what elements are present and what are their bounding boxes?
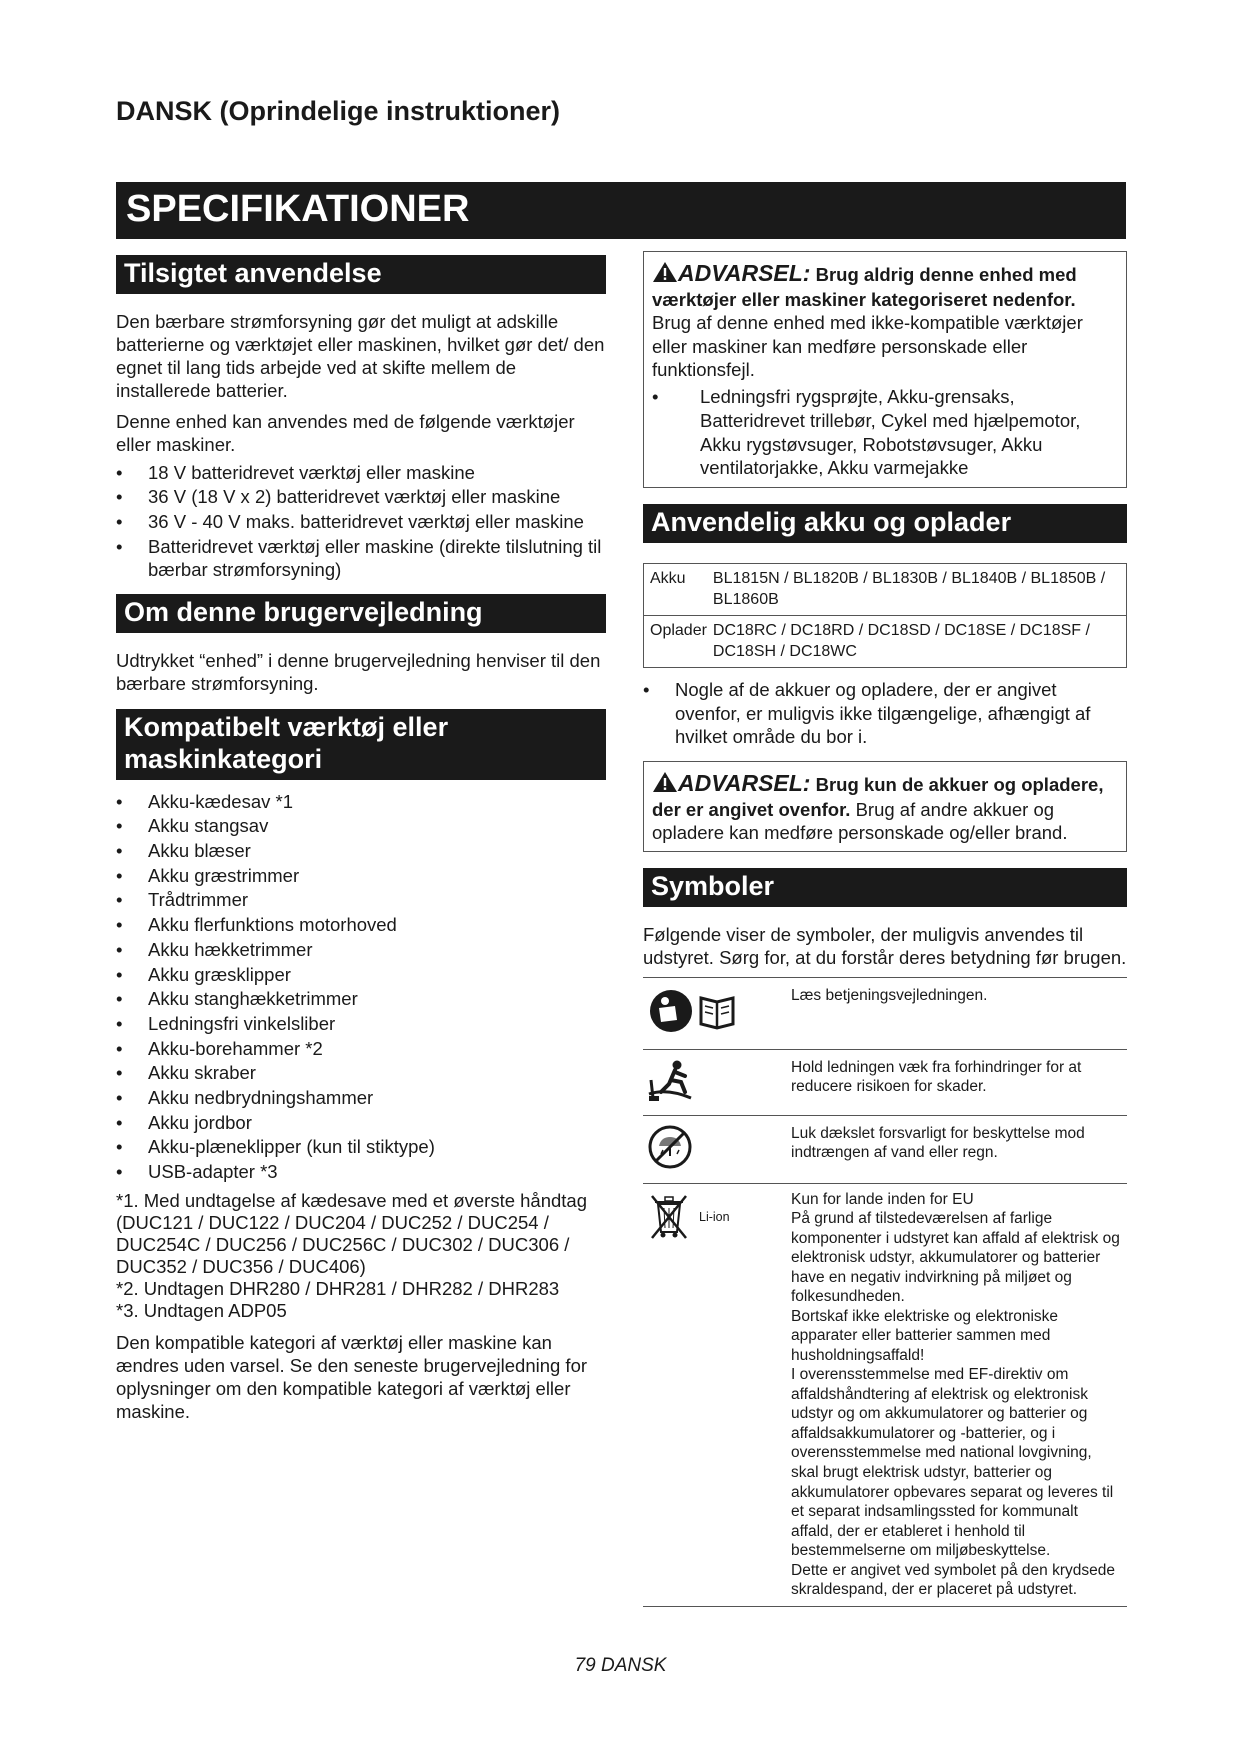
list-item: • Nogle af de akkuer og opladere, der er angivet ovenfor, er muligvis ikke tilgængelige, afhængigt af hvilket område du bor i. — [643, 678, 1127, 749]
list-item: • Akku blæser — [116, 839, 606, 863]
list-item: • Akku græsklipper — [116, 963, 606, 987]
symbol-description: Læs betjeningsvejledningen. — [791, 977, 1127, 1049]
symbol-description: Luk dækslet forsvarligt for beskyttelse mod indtrængen af vand eller regn. — [791, 1115, 1127, 1183]
akku-value: BL1815N / BL1820B / BL1830B / BL1840B / BL1850B / BL1860B — [713, 563, 1127, 615]
charger-value: DC18RC / DC18RD / DC18SD / DC18SE / DC18SF / DC18SH / DC18WC — [713, 615, 1127, 667]
list-item: • Akku-kædesav *1 — [116, 790, 606, 814]
specifications-banner: SPECIFIKATIONER — [116, 182, 1126, 239]
compatible-heading: Kompatibelt værktøj eller maskinkategori — [116, 709, 606, 780]
akku-label: Akku — [644, 563, 713, 615]
list-item: • Akku-plæneklipper (kun til stiktype) — [116, 1135, 606, 1159]
warning-triangle-icon — [652, 771, 678, 793]
list-item: • Akku skraber — [116, 1061, 606, 1085]
table-row — [643, 1049, 1127, 1115]
list-item: • Ledningsfri vinkelsliber — [116, 1012, 606, 1036]
list-item: • Akku flerfunktions motorhoved — [116, 913, 606, 937]
list-item: • Akku-borehammer *2 — [116, 1037, 606, 1061]
warning-title: ADVARSEL: — [678, 260, 811, 286]
warning-triangle-icon — [652, 261, 678, 283]
list-item: • Akku hækketrimmer — [116, 938, 606, 962]
footnote-3: *3. Undtagen ADP05 — [116, 1300, 287, 1322]
left-column — [116, 255, 606, 1423]
warning-bold-text: Brug kun de akkuer og opladere, der er angivet ovenfor. — [652, 774, 1104, 821]
intended-use-para1: Den bærbare strømforsyning gør det muligt at adskille batterierne og værktøjet eller maskinen, hvilket gør det/ den egnet til lang tids arbejde ved at skifte mellem de installerede batterier. — [116, 310, 605, 402]
about-manual-heading: Om denne brugervejledning — [116, 594, 606, 633]
list-item: • USB-adapter *3 — [116, 1160, 606, 1184]
right-column — [643, 251, 1127, 1607]
list-item: • 36 V (18 V x 2) batteridrevet værktøj eller maskine — [116, 485, 606, 509]
cord-hazard-icon — [647, 1058, 697, 1102]
battery-table — [643, 563, 1127, 668]
charger-label: Oplader — [644, 615, 713, 667]
intended-use-para2: Denne enhed kan anvendes med de følgende værktøjer eller maskiner. — [116, 411, 575, 456]
battery-note-list — [643, 678, 1127, 749]
warning-list — [652, 385, 1118, 480]
intended-use-list — [116, 461, 606, 582]
warning-bold-text: Brug aldrig denne enhed med værktøjer eller maskiner kategoriseret nedenfor. — [652, 264, 1077, 310]
no-rain-icon — [647, 1124, 693, 1170]
about-manual-para: Udtrykket “enhed” i denne brugervejledning henviser til den bærbare strømforsyning. — [116, 649, 601, 694]
list-item: • Akku stanghækketrimmer — [116, 987, 606, 1011]
list-item: • Ledningsfri rygsprøjte, Akku-grensaks, Batteridrevet trillebør, Cykel med hjælpemotor, Akku rygstøvsuger, Robotstøvsuger, Akku ventilatorjakke, Akku varmejakke — [652, 385, 1118, 480]
symbols-heading: Symboler — [643, 868, 1127, 907]
weee-bin-icon — [647, 1192, 691, 1240]
warning-text: Brug af andre akkuer og opladere kan medføre personskade og/eller brand. — [652, 799, 1068, 844]
list-item: • Akku jordbor — [116, 1111, 606, 1135]
battery-heading: Anvendelig akku og oplader — [643, 504, 1127, 543]
footnote-2: *2. Undtagen DHR280 / DHR281 / DHR282 / DHR283 — [116, 1278, 560, 1300]
symbol-description: Kun for lande inden for EU På grund af tilstedeværelsen af farlige komponenter i udstyret kan affald af elektrisk og elektronisk udstyr, akkumulatorer og batterier have en negativ indvirkning på miljøet og folkesundheden. Bortskaf ikke elektriske og elektroniske apparater eller batterier sammen med husholdningsaffald! I overensstemmelse med EF-direktiv om affaldshåndtering af elektrisk og elektronisk udstyr og om akkumulatorer og batterier og affaldsakkumulatorer og -batterier, og i overensstemmelse med national lovgivning, skal brugt elektrisk udstyr, batterier og akkumulatorer opbevares separat og leveres til et separat indsamlingssted for kommunalt affald, der er etableret i henhold til bestemmelserne om miljøbeskyttelse. Dette er angivet ved symbolet på den krydsede skraldespand, der er placeret på udstyret. — [791, 1183, 1127, 1606]
list-item: • Akku stangsav — [116, 814, 606, 838]
symbol-description: Hold ledningen væk fra forhindringer for at reducere risikoen for skader. — [791, 1049, 1127, 1115]
table-row — [643, 1115, 1127, 1183]
list-item: • Trådtrimmer — [116, 888, 606, 912]
intended-use-heading: Tilsigtet anvendelse — [116, 255, 606, 294]
table-row — [643, 977, 1127, 1049]
liion-label: Li-ion — [699, 1209, 730, 1224]
table-row — [644, 615, 1127, 667]
footnote-1: *1. Med undtagelse af kædesave med et øverste håndtag (DUC121 / DUC122 / DUC204 / DUC252 / DUC254 / DUC254C / DUC256 / DUC256C / DUC302 / DUC306 / DUC352 / DUC356 / DUC406) — [116, 1189, 588, 1278]
list-item: • Akku græstrimmer — [116, 864, 606, 888]
warning-box-1 — [643, 251, 1127, 488]
warning-title: ADVARSEL: — [678, 770, 811, 797]
warning-text: Brug af denne enhed med ikke-kompatible værktøjer eller maskiner kan medføre personskade eller funktionsfejl. — [652, 312, 1083, 380]
list-item: • 36 V - 40 V maks. batteridrevet værktøj eller maskine — [116, 510, 606, 534]
list-item: • Akku nedbrydningshammer — [116, 1086, 606, 1110]
read-manual-icon — [647, 986, 747, 1036]
compatible-list — [116, 790, 606, 1184]
compatible-closing: Den kompatible kategori af værktøj eller maskine kan ændres uden varsel. Se den seneste brugervejledning for oplysninger om den kompatible kategori af værktøj eller maskine. — [116, 1331, 588, 1423]
symbols-table — [643, 977, 1127, 1607]
table-row — [644, 563, 1127, 615]
symbols-intro: Følgende viser de symboler, der muligvis anvendes til udstyret. Sørg for, at du forstår deres betydning før brugen. — [643, 923, 1127, 968]
list-item: • Batteridrevet værktøj eller maskine (direkte tilslutning til bærbar strømforsyning) — [116, 535, 606, 582]
page-footer: 79 DANSK — [574, 1655, 667, 1676]
list-item: • 18 V batteridrevet værktøj eller maskine — [116, 461, 606, 485]
warning-box-2 — [643, 761, 1127, 852]
page-title: DANSK (Oprindelige instruktioner) — [116, 96, 561, 126]
table-row — [643, 1183, 1127, 1606]
